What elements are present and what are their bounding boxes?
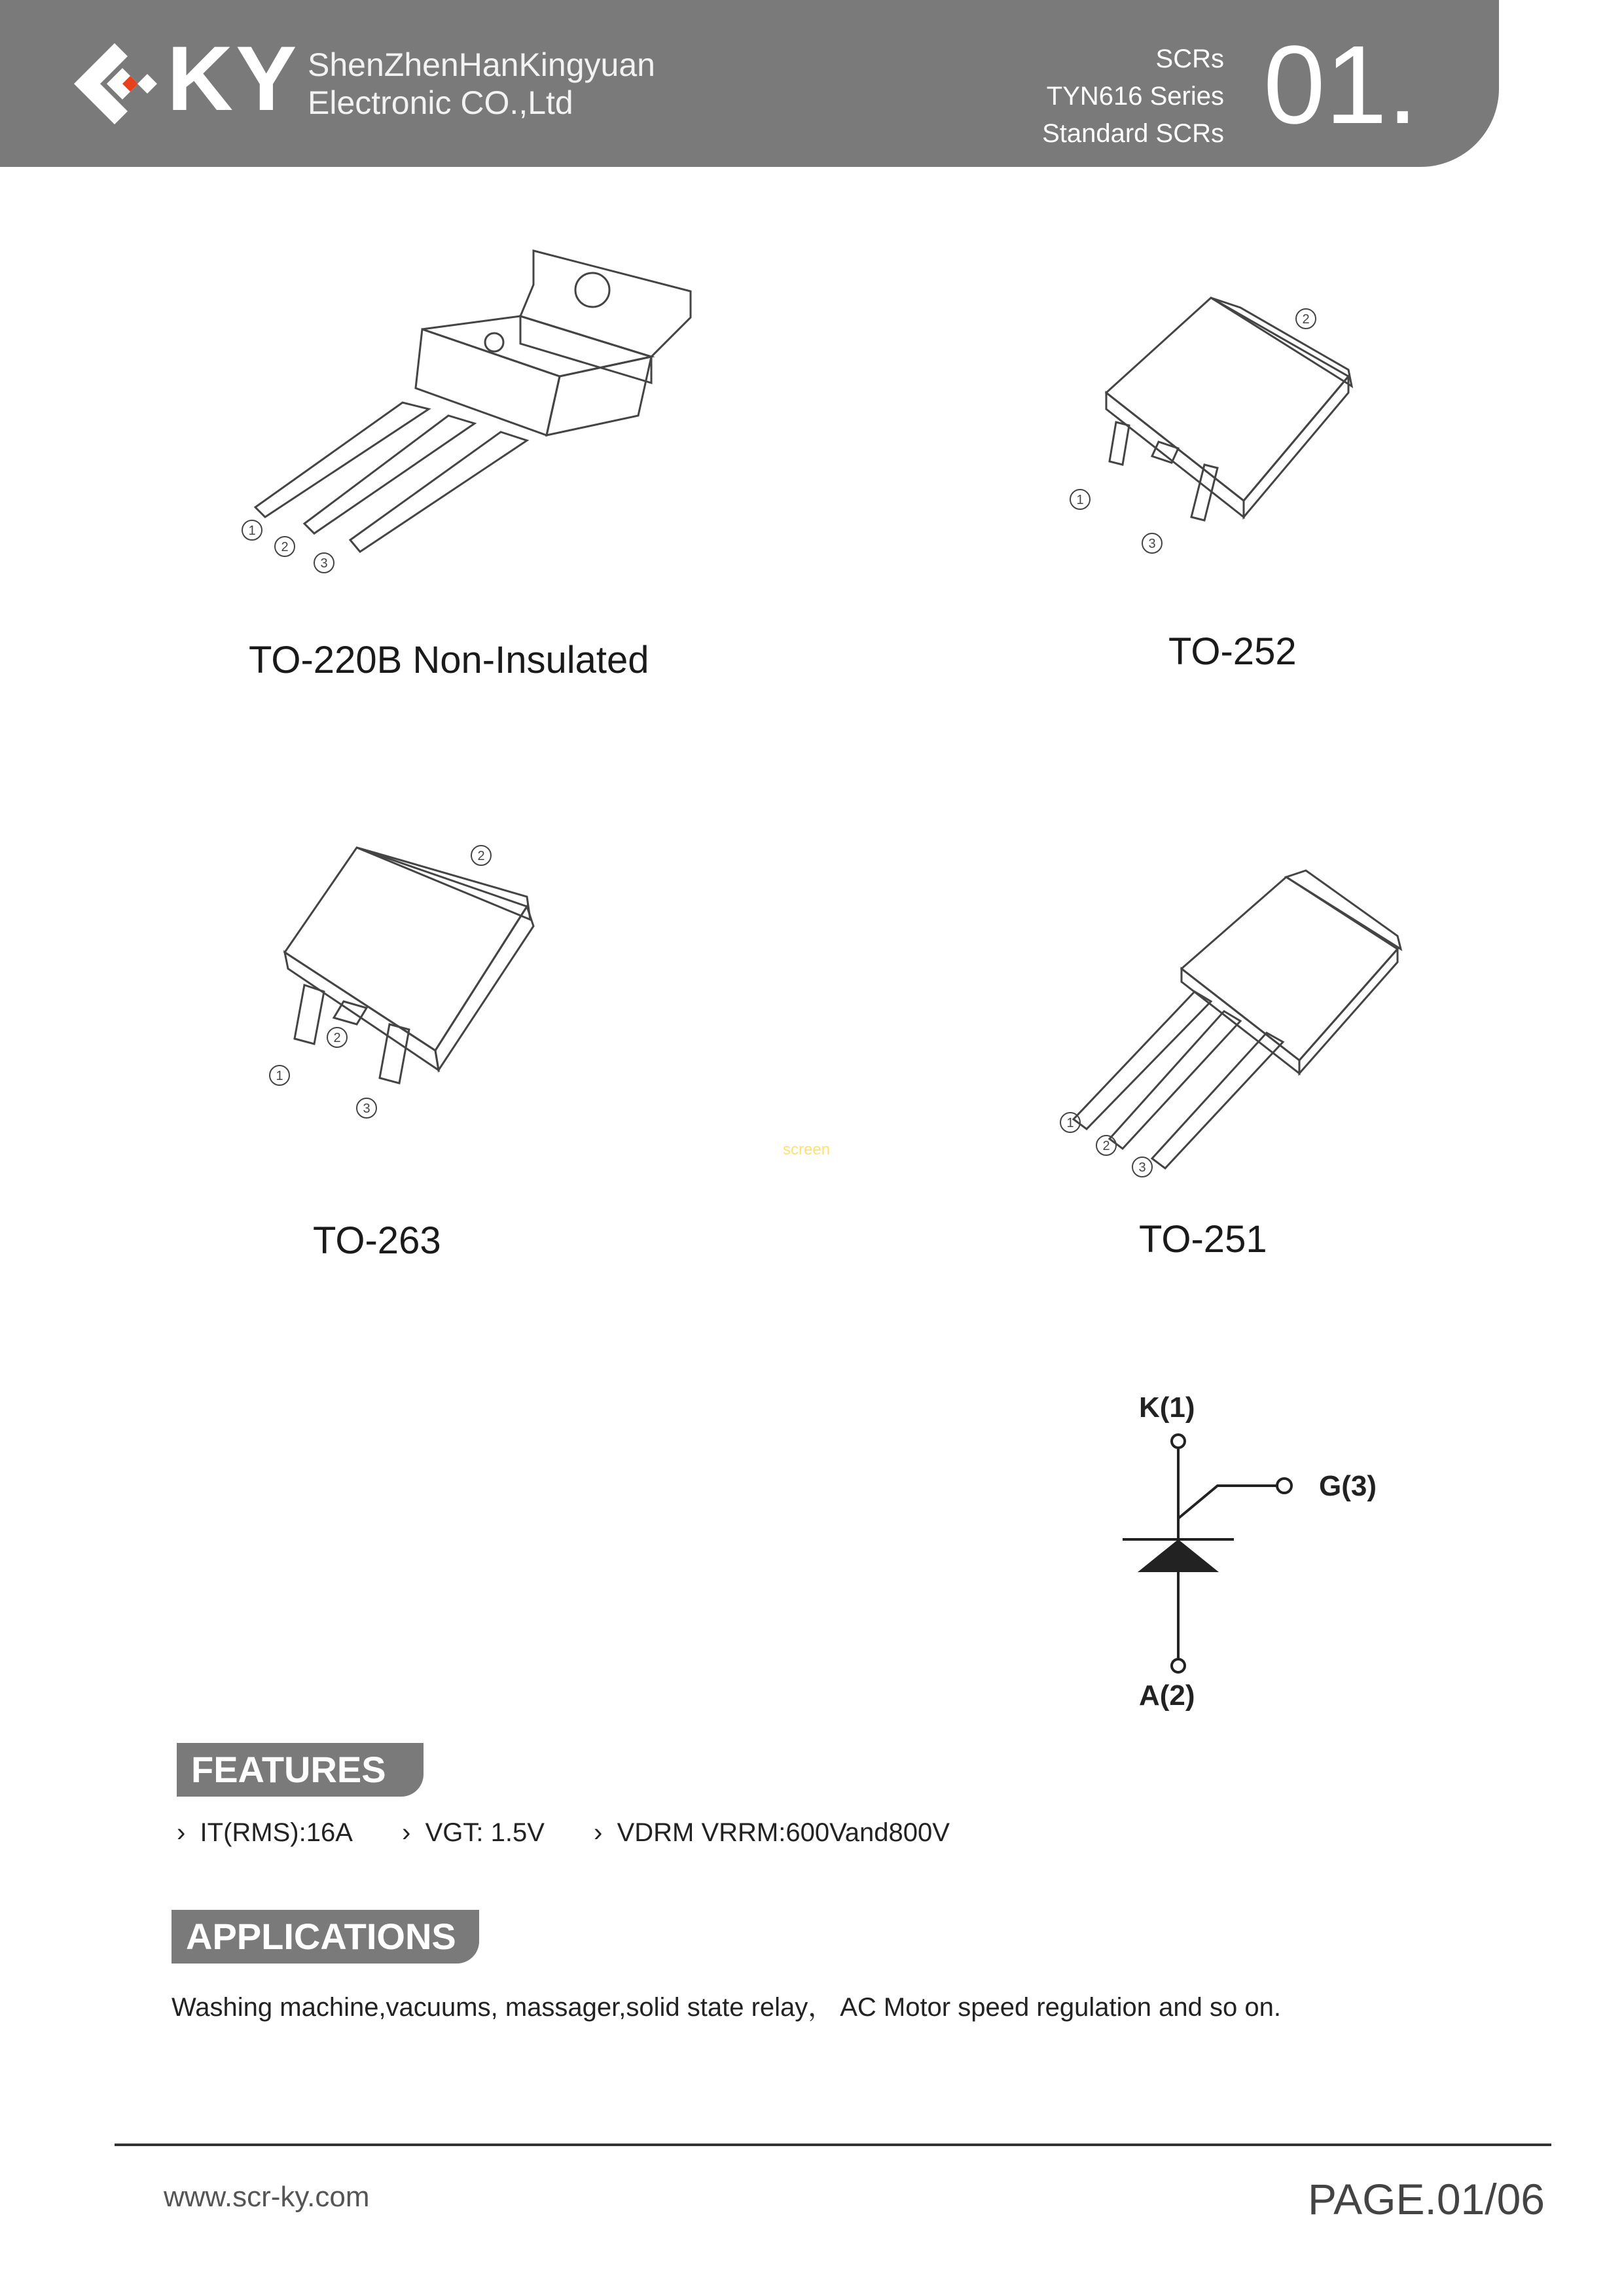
to263-pin-2-top: 2 xyxy=(477,849,485,863)
series-label: TYN616 Series xyxy=(1046,82,1224,111)
applications-text: Washing machine,vacuums, massager,solid state relay， AC Motor speed regulation and so on. xyxy=(171,1993,1281,2022)
to251-pin-3: 3 xyxy=(1138,1160,1146,1175)
feature-item-3: › VDRM VRRM:600Vand800V xyxy=(594,1818,950,1847)
to220b-pin-1: 1 xyxy=(248,524,256,538)
to252-pin-1: 1 xyxy=(1076,493,1084,507)
to220b-pin-3: 3 xyxy=(320,556,328,571)
to252-pin-3: 3 xyxy=(1148,537,1156,551)
to251-drawing xyxy=(1057,864,1424,1191)
ky-logo-icon xyxy=(69,38,167,136)
footer-page-number: PAGE.01/06 xyxy=(1308,2175,1545,2223)
to252-pin-2: 2 xyxy=(1302,312,1310,327)
to220b-pin-2: 2 xyxy=(281,540,289,554)
feature-item-2: › VGT: 1.5V xyxy=(402,1818,545,1847)
scr-symbol-diagram xyxy=(1106,1388,1420,1728)
company-name xyxy=(308,46,655,122)
company-line-2: Electronic CO.,Ltd xyxy=(308,84,573,121)
company-line-1: ShenZhenHanKingyuan xyxy=(308,46,655,83)
features-list xyxy=(177,1818,992,1848)
page-header xyxy=(0,0,1499,167)
to263-label: TO-263 xyxy=(313,1219,441,1262)
to251-label: TO-251 xyxy=(1139,1218,1267,1261)
cathode-label: K(1) xyxy=(1139,1391,1195,1424)
to263-pin-2: 2 xyxy=(333,1031,341,1045)
to263-pin-1: 1 xyxy=(276,1069,283,1083)
to220b-drawing xyxy=(232,245,704,586)
to263-pin-3: 3 xyxy=(363,1102,370,1116)
logo-text: KY xyxy=(167,27,300,130)
to220b-label: TO-220B Non-Insulated xyxy=(249,639,649,681)
to251-pin-1: 1 xyxy=(1066,1116,1074,1130)
to252-drawing xyxy=(1054,291,1368,566)
to263-drawing xyxy=(259,834,573,1136)
category-label: SCRs xyxy=(1155,45,1224,73)
anode-label: A(2) xyxy=(1139,1679,1195,1712)
footer-divider xyxy=(115,2144,1551,2146)
to251-pin-2: 2 xyxy=(1102,1139,1110,1153)
to252-label: TO-252 xyxy=(1168,630,1297,673)
website-link[interactable]: www.scr-ky.com xyxy=(164,2181,370,2213)
header-page-number: 01. xyxy=(1263,23,1418,147)
applications-heading: APPLICATIONS xyxy=(171,1910,479,1964)
feature-item-1: › IT(RMS):16A xyxy=(177,1818,353,1847)
features-heading: FEATURES xyxy=(177,1743,424,1797)
subtitle-label: Standard SCRs xyxy=(1042,119,1224,148)
series-info xyxy=(1042,41,1224,152)
gate-label: G(3) xyxy=(1319,1470,1377,1502)
watermark-text: screen xyxy=(783,1141,831,1158)
